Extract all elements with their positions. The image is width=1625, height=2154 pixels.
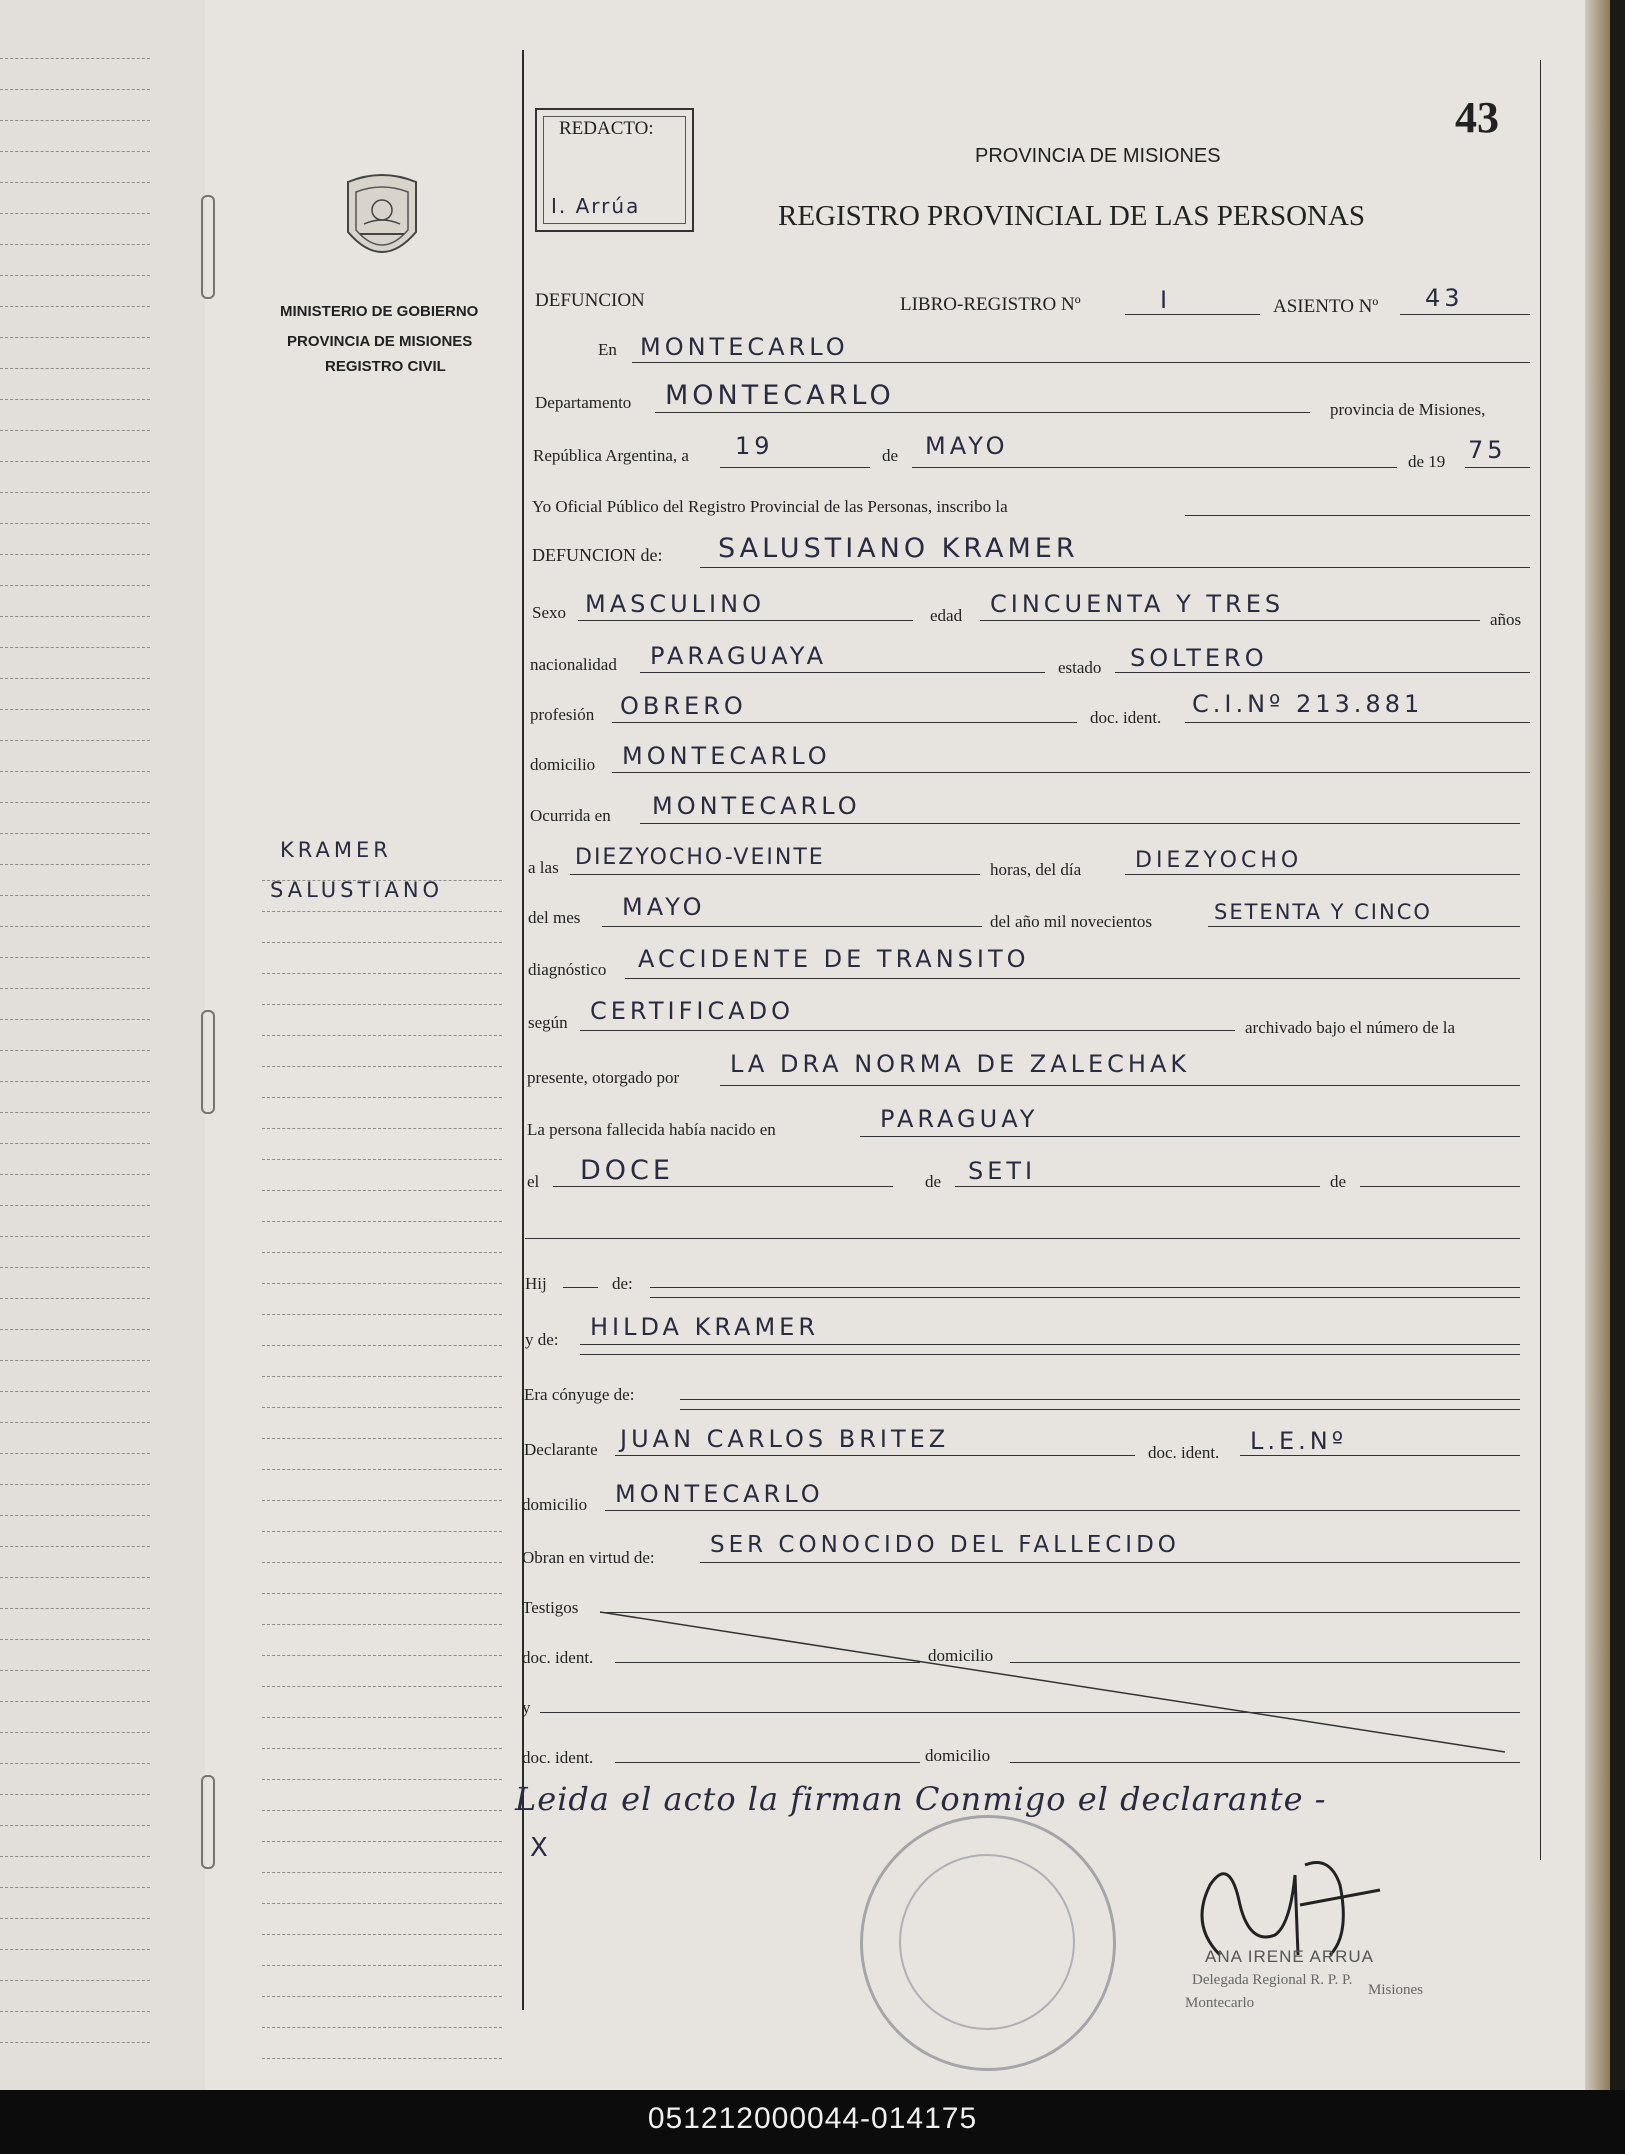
- diagnostico-value: ACCIDENTE DE TRANSITO: [638, 945, 1030, 973]
- obran-label: Obran en virtud de:: [522, 1548, 655, 1567]
- redacto-box: [535, 108, 694, 232]
- nacido-label: La persona fallecida había nacido en: [527, 1120, 776, 1139]
- index-surname: KRAMER: [280, 838, 392, 862]
- index-given-name: SALUSTIANO: [270, 878, 444, 902]
- yde-value: HILDA KRAMER: [590, 1313, 820, 1341]
- ruled-line: [0, 1360, 150, 1361]
- libro-value: I: [1160, 286, 1172, 314]
- el-value: DOCE: [580, 1155, 674, 1186]
- de19-label: de 19: [1408, 452, 1446, 471]
- ruled-line: [0, 585, 150, 586]
- anio-value: 75: [1468, 436, 1507, 464]
- index-ruled-line: [262, 1314, 502, 1315]
- asiento-value: 43: [1425, 284, 1464, 312]
- index-ruled-line: [262, 2058, 502, 2059]
- binding-stitches: [195, 0, 225, 2090]
- index-ruled-line: [262, 1779, 502, 1780]
- ruled-line: [0, 1112, 150, 1113]
- previous-page-strip: [0, 0, 205, 2090]
- archivado-label: archivado bajo el número de la: [1245, 1018, 1456, 1037]
- ministry-line-2: PROVINCIA DE MISIONES: [287, 333, 473, 350]
- ruled-line: [0, 58, 150, 59]
- testigo1-domicilio-label: domicilio: [928, 1646, 994, 1665]
- index-ruled-line: [262, 1376, 502, 1377]
- index-ruled-line: [262, 1717, 502, 1718]
- signature-place-2: Misiones: [1368, 1982, 1424, 1998]
- ruled-line: [0, 2042, 150, 2043]
- ruled-line: [0, 1143, 150, 1144]
- index-ruled-line: [262, 1686, 502, 1687]
- index-ruled-line: [262, 1035, 502, 1036]
- segun-value: CERTIFICADO: [590, 997, 795, 1025]
- horas-label: horas, del día: [990, 860, 1082, 879]
- ruled-line: [0, 1453, 150, 1454]
- ministry-line-1: MINISTERIO DE GOBIERNO: [280, 303, 479, 320]
- ruled-line: [0, 864, 150, 865]
- segun-label: según: [528, 1013, 568, 1032]
- index-ruled-line: [262, 1593, 502, 1594]
- declarante-domicilio-label: domicilio: [522, 1495, 588, 1514]
- ocurrida-label: Ocurrida en: [530, 806, 611, 825]
- yde-label: y de:: [525, 1330, 559, 1349]
- sexo-label: Sexo: [532, 603, 566, 622]
- libro-label: LIBRO-REGISTRO Nº: [900, 294, 1081, 315]
- ruled-line: [0, 1019, 150, 1020]
- index-ruled-line: [262, 1531, 502, 1532]
- testigo1-doc-label: doc. ident.: [522, 1648, 594, 1667]
- profesion-label: profesión: [530, 705, 595, 724]
- signature-name: ANA IRENE ARRUA: [1205, 1947, 1374, 1966]
- ruled-line: [0, 647, 150, 648]
- ruled-line: [0, 1546, 150, 1547]
- ruled-line: [0, 1918, 150, 1919]
- ministry-line-3: REGISTRO CIVIL: [325, 358, 446, 375]
- index-ruled-line: [262, 1066, 502, 1067]
- ruled-line: [0, 1732, 150, 1733]
- ruled-line: [0, 957, 150, 958]
- ruled-line: [0, 1887, 150, 1888]
- declarante-value: JUAN CARLOS BRITEZ: [620, 1425, 950, 1453]
- ruled-line: [0, 833, 150, 834]
- province-heading: PROVINCIA DE MISIONES: [975, 145, 1221, 167]
- oficial-text: Yo Oficial Público del Registro Provincial de las Personas, inscribo la: [532, 497, 1008, 516]
- departamento-label: Departamento: [535, 393, 632, 412]
- index-ruled-line: [262, 1903, 502, 1904]
- index-ruled-line: [262, 1562, 502, 1563]
- doc-value: C.I.Nº 213.881: [1192, 690, 1424, 718]
- ruled-line: [0, 492, 150, 493]
- index-ruled-line: [262, 1841, 502, 1842]
- index-ruled-line: [262, 1872, 502, 1873]
- declarante-doc-value: L.E.Nº: [1250, 1427, 1348, 1455]
- testigo2-domicilio-label: domicilio: [925, 1746, 991, 1765]
- ruled-line: [0, 1205, 150, 1206]
- ruled-line: [0, 1422, 150, 1423]
- de-label: de: [882, 446, 899, 465]
- edad-value: CINCUENTA Y TRES: [990, 590, 1285, 618]
- profesion-value: OBRERO: [620, 692, 747, 720]
- ruled-line: [0, 1484, 150, 1485]
- index-ruled-line: [262, 1624, 502, 1625]
- ruled-line: [0, 1391, 150, 1392]
- index-ruled-line: [262, 1996, 502, 1997]
- ruled-line: [0, 399, 150, 400]
- ruled-line: [0, 1577, 150, 1578]
- nacionalidad-value: PARAGUAYA: [650, 642, 827, 670]
- ruled-line: [0, 802, 150, 803]
- index-ruled-line: [262, 942, 502, 943]
- hij-de-label: de:: [612, 1274, 633, 1293]
- index-ruled-line: [262, 1159, 502, 1160]
- index-ruled-line: [262, 1128, 502, 1129]
- form-type-label: DEFUNCION: [535, 290, 645, 311]
- de-end-label: de: [1330, 1172, 1347, 1191]
- index-ruled-line: [262, 1190, 502, 1191]
- index-ruled-line: [262, 911, 502, 912]
- index-ruled-line: [262, 1965, 502, 1966]
- ruled-line: [0, 120, 150, 121]
- index-ruled-line: [262, 1004, 502, 1005]
- dia-value: 19: [735, 432, 774, 460]
- sep-value: SETI: [968, 1157, 1037, 1185]
- ruled-line: [0, 1515, 150, 1516]
- index-ruled-line: [262, 973, 502, 974]
- departamento-value: MONTECARLO: [665, 380, 895, 411]
- index-ruled-line: [262, 2027, 502, 2028]
- closing-x-mark: X: [530, 1833, 552, 1863]
- ruled-line: [0, 1050, 150, 1051]
- index-ruled-line: [262, 1469, 502, 1470]
- testigo2-doc-label: doc. ident.: [522, 1748, 594, 1767]
- ruled-line: [0, 337, 150, 338]
- ruled-line: [0, 1236, 150, 1237]
- el-label: el: [527, 1172, 540, 1191]
- index-ruled-line: [262, 1748, 502, 1749]
- ruled-line: [0, 616, 150, 617]
- asiento-label: ASIENTO Nº: [1273, 296, 1379, 317]
- ruled-line: [0, 1670, 150, 1671]
- ruled-line: [0, 895, 150, 896]
- nacionalidad-label: nacionalidad: [530, 655, 617, 674]
- domicilio-value: MONTECARLO: [622, 742, 831, 770]
- en-label: En: [598, 340, 617, 359]
- index-ruled-line: [262, 1438, 502, 1439]
- hij-label: Hij: [525, 1274, 547, 1293]
- ruled-line: [0, 430, 150, 431]
- ruled-line: [0, 182, 150, 183]
- diagnostico-label: diagnóstico: [528, 960, 607, 979]
- ministry-crest: [338, 172, 426, 272]
- ruled-line: [0, 2011, 150, 2012]
- delanio-value: SETENTA Y CINCO: [1214, 900, 1432, 924]
- edad-label: edad: [930, 606, 963, 625]
- estado-label: estado: [1058, 658, 1102, 677]
- obran-value: SER CONOCIDO DEL FALLECIDO: [710, 1532, 1180, 1558]
- ruled-line: [0, 1608, 150, 1609]
- registry-seal: [860, 1815, 1116, 2071]
- ruled-line: [0, 1825, 150, 1826]
- ruled-line: [0, 988, 150, 989]
- ruled-line: [0, 678, 150, 679]
- ruled-line: [0, 306, 150, 307]
- defuncion-de-value: SALUSTIANO KRAMER: [718, 533, 1079, 564]
- provincia-label: provincia de Misiones,: [1330, 400, 1486, 419]
- doc-label: doc. ident.: [1090, 708, 1162, 727]
- signature-title: Delegada Regional R. P. P.: [1192, 1972, 1353, 1988]
- index-ruled-line: [262, 1655, 502, 1656]
- delmes-label: del mes: [528, 908, 581, 927]
- declarante-label: Declarante: [524, 1440, 598, 1459]
- signature-place-1: Montecarlo: [1185, 1995, 1255, 2011]
- index-ruled-line: [262, 1407, 502, 1408]
- ruled-line: [0, 244, 150, 245]
- index-ruled-line: [262, 1283, 502, 1284]
- mes-value: MAYO: [925, 432, 1009, 460]
- index-ruled-line: [262, 1810, 502, 1811]
- anos-label: años: [1490, 610, 1522, 629]
- delanio-label: del año mil novecientos: [990, 912, 1152, 931]
- alas-label: a las: [528, 858, 559, 877]
- ruled-line: [0, 1639, 150, 1640]
- sexo-value: MASCULINO: [585, 590, 765, 618]
- ruled-line: [0, 151, 150, 152]
- de-sep-label: de: [925, 1172, 942, 1191]
- index-ruled-line: [262, 1934, 502, 1935]
- footer-bar: [0, 2090, 1625, 2154]
- declarante-domicilio-value: MONTECARLO: [615, 1480, 824, 1508]
- ruled-line: [0, 1298, 150, 1299]
- horas-value: DIEZYOCHO: [1135, 848, 1303, 873]
- page-edge-shadow: [1585, 0, 1610, 2090]
- document-id: 051212000044-014175: [647, 2102, 978, 2135]
- ruled-line: [0, 926, 150, 927]
- ruled-line: [0, 709, 150, 710]
- ruled-line: [0, 368, 150, 369]
- form-right-border: [1540, 60, 1541, 1860]
- conyuge-label: Era cónyuge de:: [524, 1385, 635, 1404]
- registry-heading: REGISTRO PROVINCIAL DE LAS PERSONAS: [778, 200, 1366, 232]
- ruled-line: [0, 1856, 150, 1857]
- en-value: MONTECARLO: [640, 333, 849, 361]
- index-ruled-line: [262, 1252, 502, 1253]
- page-number: 43: [1455, 93, 1499, 142]
- ruled-line: [0, 1329, 150, 1330]
- delmes-value: MAYO: [622, 893, 706, 921]
- index-ruled-line: [262, 1345, 502, 1346]
- ruled-line: [0, 89, 150, 90]
- index-ruled-line: [262, 1097, 502, 1098]
- domicilio-label: domicilio: [530, 755, 596, 774]
- ruled-line: [0, 1267, 150, 1268]
- ruled-line: [0, 1174, 150, 1175]
- index-ruled-line: [262, 1500, 502, 1501]
- redacto-label: REDACTO:: [559, 118, 654, 139]
- ruled-line: [0, 740, 150, 741]
- estado-value: SOLTERO: [1130, 644, 1268, 672]
- ruled-line: [0, 461, 150, 462]
- nacido-value: PARAGUAY: [880, 1105, 1039, 1133]
- ruled-line: [0, 275, 150, 276]
- ruled-line: [0, 1949, 150, 1950]
- ocurrida-value: MONTECARLO: [652, 792, 861, 820]
- ruled-line: [0, 1081, 150, 1082]
- ruled-line: [0, 523, 150, 524]
- index-ruled-line: [262, 1221, 502, 1222]
- declarante-doc-label: doc. ident.: [1148, 1443, 1220, 1462]
- ruled-line: [0, 1701, 150, 1702]
- ruled-line: [0, 1980, 150, 1981]
- testigos-label: Testigos: [522, 1598, 579, 1617]
- closing-note: Leida el acto la firman Conmigo el declarante -: [515, 1780, 1327, 1818]
- republica-label: República Argentina, a: [533, 446, 689, 465]
- presente-label: presente, otorgado por: [527, 1068, 680, 1087]
- defuncion-de-label: DEFUNCION de:: [532, 545, 663, 565]
- redacto-value: I. Arrúa: [551, 194, 641, 218]
- ruled-line: [0, 213, 150, 214]
- presente-value: LA DRA NORMA DE ZALECHAK: [730, 1050, 1191, 1078]
- ruled-line: [0, 771, 150, 772]
- testigos-cancel-stroke: [600, 1600, 1520, 1760]
- ruled-line: [0, 1794, 150, 1795]
- y-label: y: [522, 1698, 531, 1717]
- alas-value: DIEZYOCHO-VEINTE: [575, 845, 825, 870]
- ruled-line: [0, 1763, 150, 1764]
- ruled-line: [0, 554, 150, 555]
